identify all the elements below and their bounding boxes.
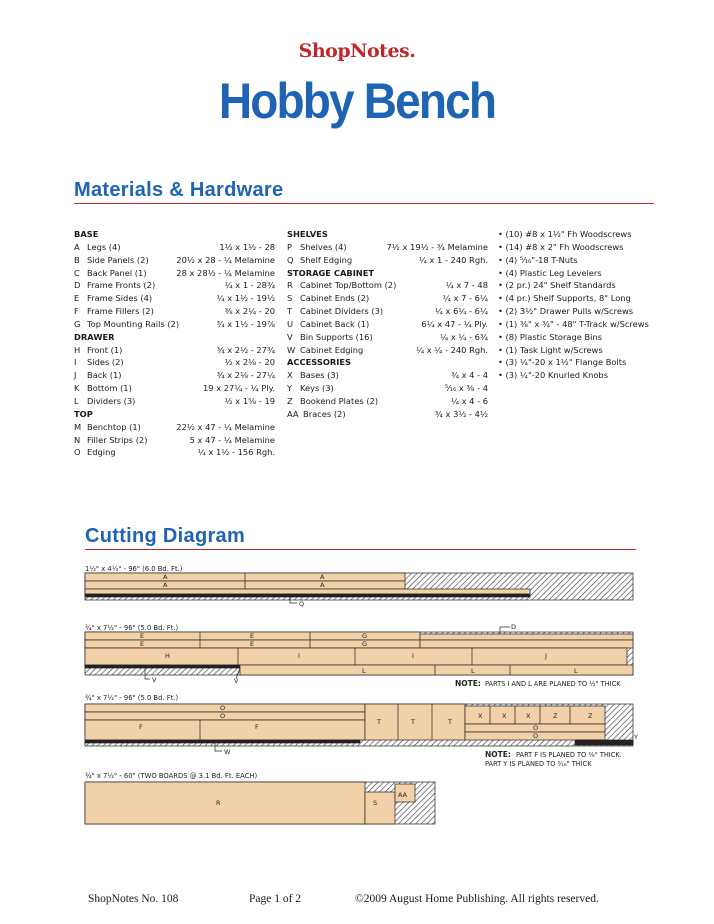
part-label: Z [553,712,558,720]
part-label: A [320,573,325,581]
materials-group-heading: BASE [74,229,99,239]
part-dimensions: ½ x 1⅝ - 19 [224,395,275,406]
board-2-label: ¾" x 7½" - 96" (5.0 Bd. Ft.) [85,624,179,632]
part-dimensions: ¼ x 1½ - 19½ [216,293,275,304]
materials-group-heading: ACCESSORIES [287,357,352,368]
part-name: Bottom (1) [87,383,132,394]
part-label: Z [588,712,593,720]
materials-group-heading: STORAGE CABINET [287,267,375,278]
hardware-item: • (14) #8 x 2" Fh Woodscrews [498,241,624,252]
part-dimensions: ¼ x 1 - 28¾ [224,280,275,291]
part-dimensions: ¾ x 1½ - 19⅞ [216,318,275,329]
hardware-item: • (1) Task Light w/Screws [498,344,603,355]
materials-group-heading: TOP [74,408,93,419]
part-name: Back (1) [87,370,122,381]
part-name: Cabinet Ends (2) [300,293,370,304]
part-dimensions: ⁵⁄₁₆ x ⅜ - 4 [444,383,488,394]
part-label: F [139,723,143,731]
hardware-item: • (3) ¼"-20 x 1½" Flange Bolts [498,357,627,368]
part-key: X [287,370,293,381]
part-name: Edging [87,447,116,458]
part-name: Shelves (4) [300,241,347,252]
part-label: E [140,640,145,648]
part-label: Y [634,733,638,741]
hardware-item: • (4) Plastic Leg Levelers [498,267,602,278]
part-label: S [373,799,378,807]
part-dimensions: ¼ x 4 - 6 [450,395,488,406]
part-key: Y [287,383,293,394]
part-key: K [74,383,80,394]
part-name: Sides (2) [87,357,124,368]
brand-logo: ShopNotes. [298,40,416,62]
part-label: L [471,667,475,675]
part-label: H [165,652,170,660]
part-dimensions: ¾ x 2⅛ - 27¼ [216,370,275,381]
part-name: Front (1) [87,344,123,355]
part-key: E [74,293,80,304]
hardware-item: • (4) ⁵⁄₁₆"-18 T-Nuts [498,254,578,265]
board-3 [85,704,633,746]
part-dimensions: ¾ x 3½ - 4½ [434,408,488,419]
part-dimensions: ¼ x 7 - 48 [445,280,488,291]
note-text: PART Y IS PLANED TO ⁵⁄₁₆" THICK [485,760,592,768]
part-key: P [287,241,293,252]
part-label: X [502,712,507,720]
part-dimensions: ⅜ x 2¼ - 20 [224,306,275,317]
part-label: E [250,640,255,648]
part-label: J [545,652,547,660]
board-3-label: ¾" x 7½" - 96" (5.0 Bd. Ft.) [85,694,179,702]
part-name: Cabinet Edging [300,344,364,355]
hardware-item: • (1) ⅜" x ¾" - 48" T-Track w/Screws [498,318,649,329]
page-title: Hobby Bench [218,73,496,129]
part-label: A [163,573,168,581]
part-dimensions: 22½ x 47 - ¼ Melamine [176,421,275,432]
part-label: I [412,652,414,660]
hardware-item: • (8) Plastic Storage Bins [498,331,603,342]
part-name: Frame Fronts (2) [87,280,156,291]
part-label: AA [398,791,408,799]
part-dimensions: ¼ x 1 - 240 Rgh. [418,254,488,265]
part-dimensions: 28 x 28½ - ¼ Melamine [176,267,275,278]
part-label: T [377,718,381,726]
part-key: AA [287,408,299,419]
part-dimensions: ½ x 2⅛ - 20 [224,357,275,368]
part-dimensions: 6¼ x 47 - ¼ Ply. [421,318,488,329]
part-dimensions: ¾ x 2½ - 27¾ [216,344,275,355]
part-key: I [74,357,77,368]
materials-heading: Materials & Hardware [74,179,284,201]
part-key: M [74,421,82,432]
part-name: Top Mounting Rails (2) [87,318,180,329]
part-label: D [511,623,517,631]
part-label: O [220,704,226,712]
part-dimensions: ¾ x 4 - 4 [450,370,488,381]
footer-issue: ShopNotes No. 108 [88,893,179,905]
materials-group-heading: DRAWER [74,331,115,342]
board-4 [85,782,435,824]
note-label: NOTE: [485,750,511,759]
part-dimensions: ¼ x 7 - 6¼ [442,293,488,304]
part-key: H [74,344,81,355]
part-key: F [74,306,79,317]
note-text: PARTS I AND L ARE PLANED TO ½" THICK [485,680,621,688]
part-name: Bases (3) [300,370,339,381]
part-name: Keys (3) [300,383,334,394]
board-4-label: ¾" x 7½" - 60" (TWO BOARDS @ 3.1 Bd. Ft. EACH) [85,772,258,780]
part-name: Benchtop (1) [87,421,141,432]
part-key: R [287,280,293,291]
part-dimensions: 19 x 27¼ - ¼ Ply. [203,383,275,394]
part-label: O [220,712,226,720]
part-key: G [74,318,81,329]
part-label: A [163,581,168,589]
part-dimensions: ¼ x ¼ - 6¾ [440,331,488,342]
materials-group-heading: SHELVES [287,229,328,239]
footer-copyright: ©2009 August Home Publishing. All rights reserved. [355,893,599,905]
part-label: V [152,676,157,684]
part-label: Q [299,600,305,608]
part-label: T [411,718,415,726]
part-key: B [74,254,80,265]
part-name: Bookend Plates (2) [300,395,379,406]
part-name: Braces (2) [303,408,346,419]
part-name: Filler Strips (2) [87,434,148,445]
footer-page: Page 1 of 2 [249,893,302,905]
part-label: G [362,632,368,640]
part-dimensions: 20½ x 28 - ¼ Melamine [176,254,275,265]
part-name: Shelf Edging [300,254,353,265]
part-key: U [287,318,294,329]
hardware-item: • (2) 3½" Drawer Pulls w/Screws [498,306,634,317]
part-label: W [224,748,231,756]
part-label: V [234,677,239,685]
cutting-heading: Cutting Diagram [85,525,246,547]
part-dimensions: 7½ x 19½ - ¾ Melamine [386,241,488,252]
hardware-item: • (2 pr.) 24" Shelf Standards [498,280,616,291]
part-key: W [287,344,296,355]
part-dimensions: ¼ x 6¼ - 6¼ [434,306,488,317]
note-text: PART F IS PLANED TO ⅜" THICK. [516,751,622,759]
part-label: X [478,712,483,720]
part-key: L [74,395,79,406]
part-name: Cabinet Dividers (3) [300,306,384,317]
part-key: J [74,370,77,381]
part-key: C [74,267,80,278]
part-name: Bin Supports (16) [300,331,373,342]
part-label: R [216,799,221,807]
part-name: Legs (4) [87,241,121,252]
part-name: Side Panels (2) [87,254,149,265]
part-dimensions: ¼ x 1½ - 156 Rgh. [197,447,275,458]
part-key: N [74,434,81,445]
part-key: V [287,331,293,342]
hardware-item: • (3) ¼"-20 Knurled Knobs [498,370,609,381]
part-label: O [533,724,539,732]
part-label: L [362,667,366,675]
board-1-label: 1½" x 4½" - 96" (6.0 Bd. Ft.) [85,565,183,573]
part-label: T [448,718,452,726]
hardware-item: • (4 pr.) Shelf Supports, 8" Long [498,293,631,304]
part-name: Frame Sides (4) [87,293,153,304]
part-name: Cabinet Top/Bottom (2) [300,280,397,291]
part-label: A [320,581,325,589]
part-label: I [298,652,300,660]
part-name: Dividers (3) [87,395,136,406]
part-dimensions: 1½ x 1½ - 28 [219,241,275,252]
part-name: Back Panel (1) [87,267,147,278]
part-dimensions: ¼ x ¼ - 240 Rgh. [416,344,488,355]
part-key: A [74,241,80,252]
part-label: F [255,723,259,731]
part-label: O [533,732,539,740]
part-key: Q [287,254,294,265]
part-key: Z [287,395,293,406]
note-label: NOTE: [455,679,481,688]
part-key: D [74,280,81,291]
part-label: G [362,640,368,648]
part-label: X [526,712,531,720]
hardware-item: • (10) #8 x 1½" Fh Woodscrews [498,229,632,239]
part-key: T [287,306,293,317]
part-label: L [574,667,578,675]
part-label: E [250,632,255,640]
part-key: S [287,293,293,304]
part-label: E [140,632,145,640]
part-key: O [74,447,81,458]
part-name: Cabinet Back (1) [300,318,370,329]
part-name: Frame Fillers (2) [87,306,154,317]
part-dimensions: 5 x 47 - ¼ Melamine [189,434,275,445]
